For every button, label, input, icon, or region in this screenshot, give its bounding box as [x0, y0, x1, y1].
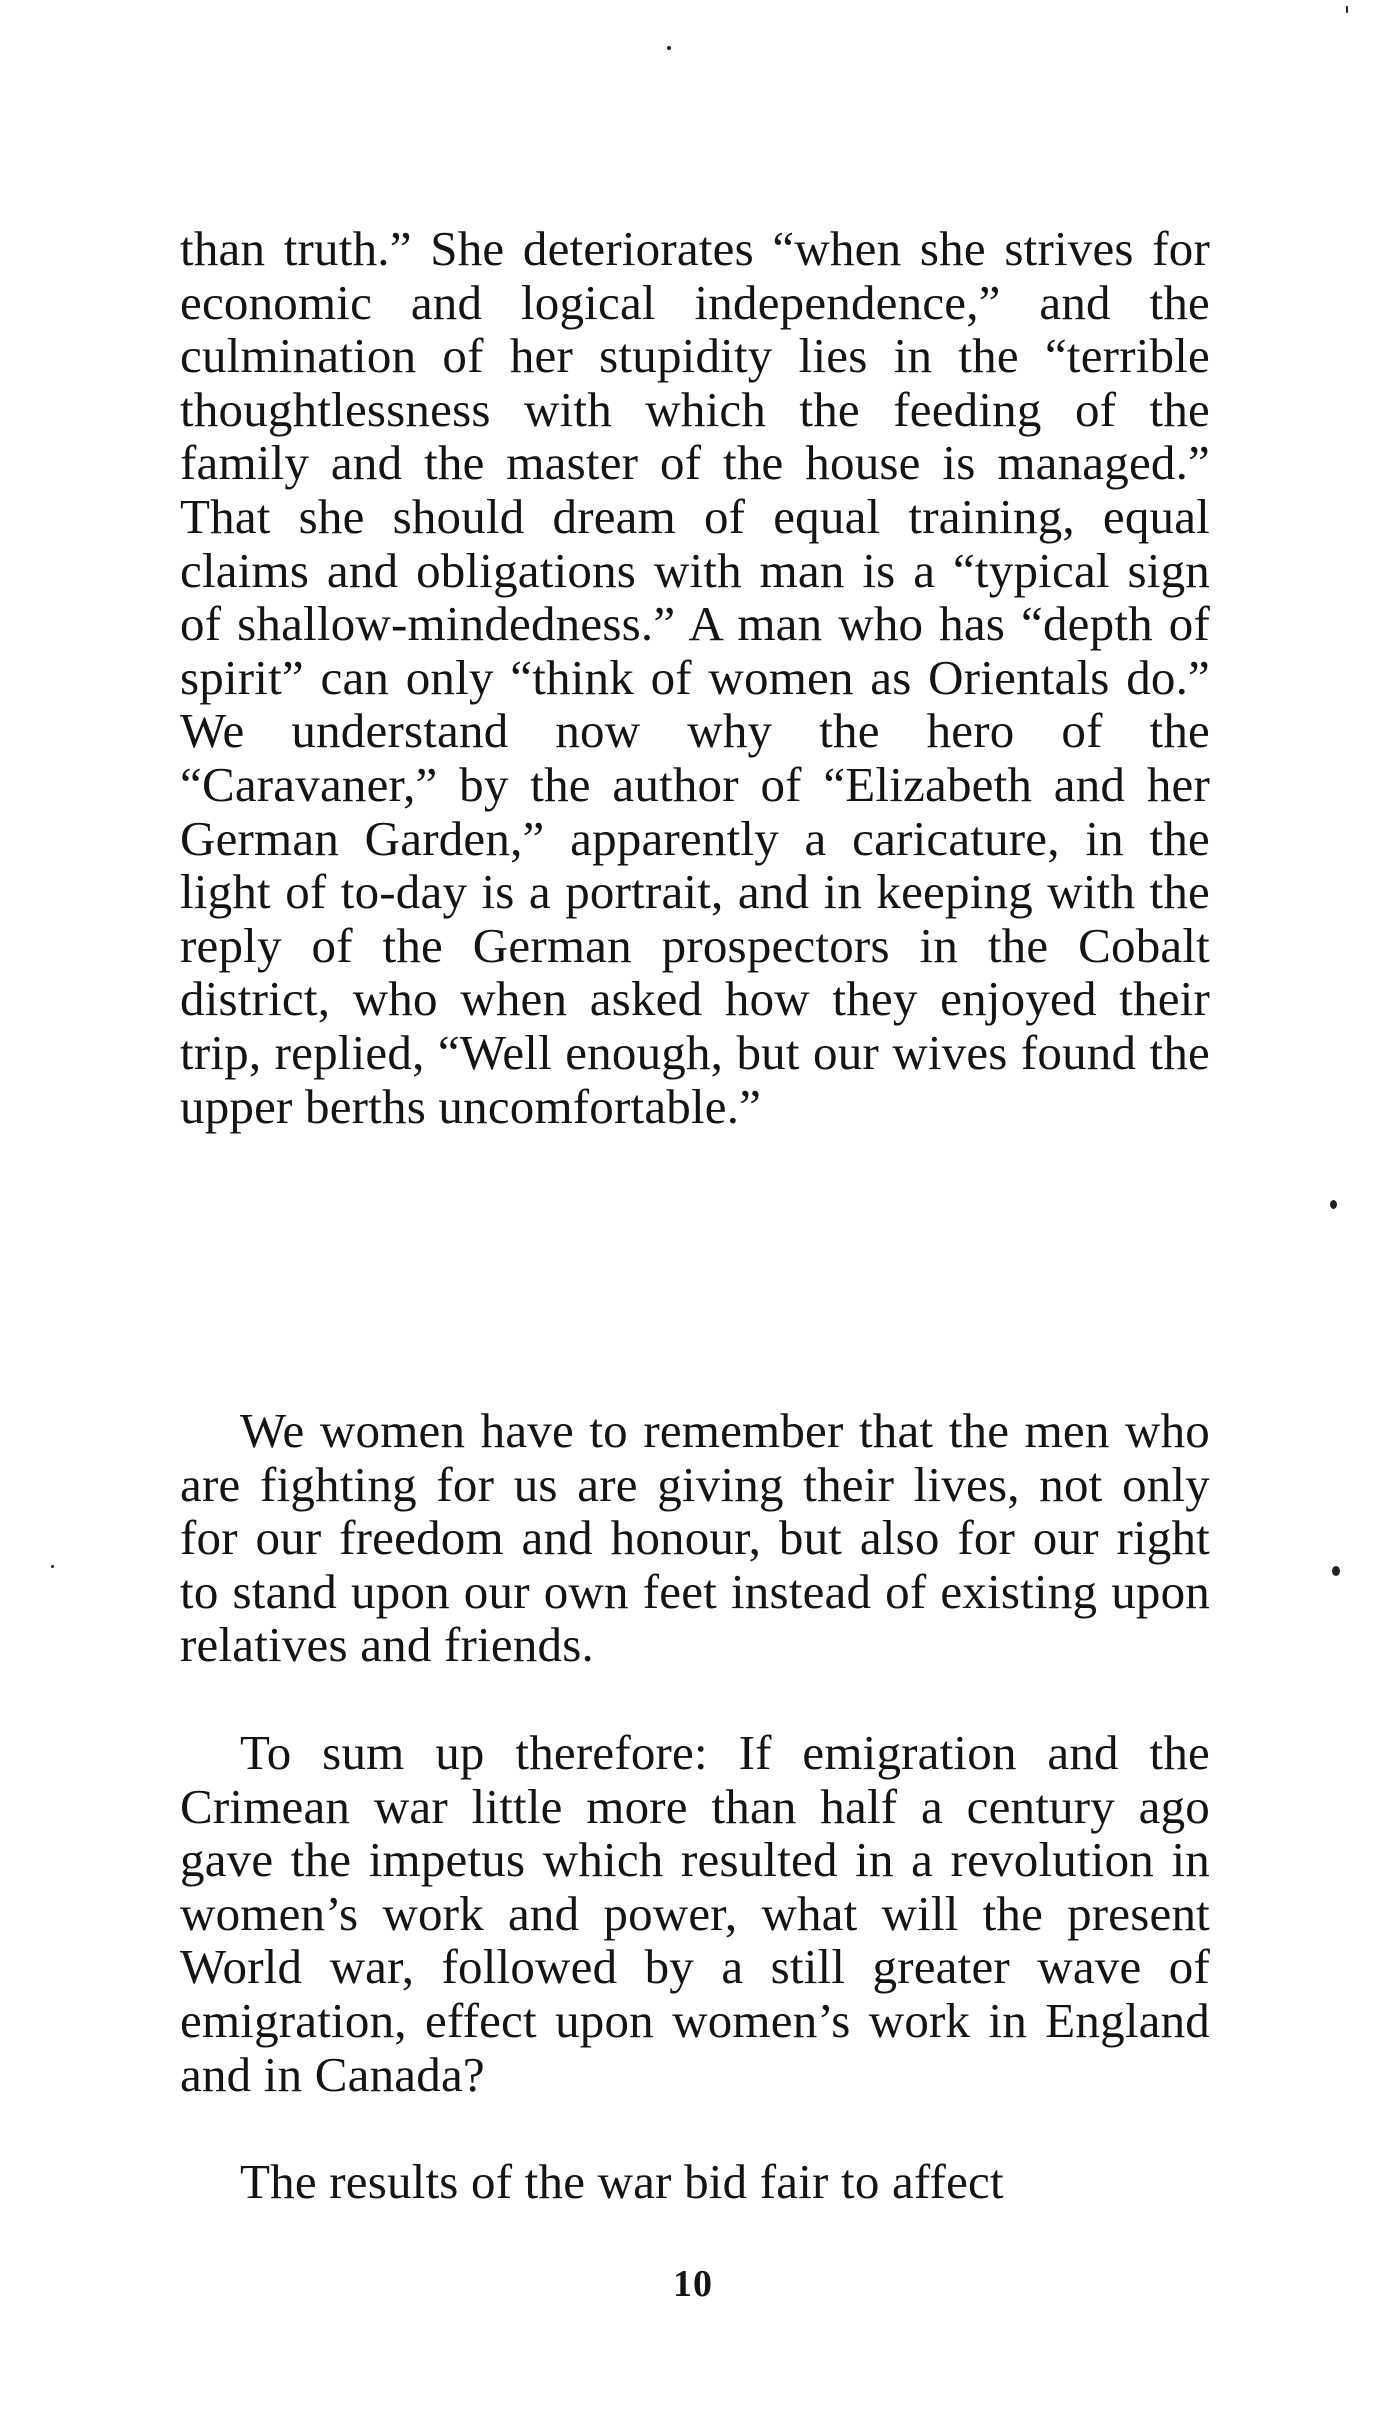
scan-speck [1332, 1566, 1340, 1576]
paragraph-women-remember: We women have to remember that the men who are fighting for us are giving their lives, not only for our freedom and honour, but also for our right to stand upon our own feet instead of existing upon relatives and friends. [180, 1403, 1210, 1673]
paragraph-results-of-war: The results of the war bid fair to affect [240, 2154, 1004, 2209]
scan-speck [51, 1565, 54, 1568]
scan-speck [1330, 1200, 1337, 1209]
scan-speck [1346, 6, 1348, 13]
paragraph-continuation: than truth.” She deteriorates “when she strives for economic and logical independence,” and the culmination of her stupidity lies in the “terrible thoughtlessness with which the feeding of the family and the master of the house is managed.” That she should dream of equal training, equal claims and obligations with man is a “typical sign of shallow-mindedness.” A man who has “depth of spirit” can only “think of women as Orientals do.” We understand now why the hero of the “Caravaner,” by the author of “Elizabeth and her German Garden,” apparently a caricature, in the light of to-day is a portrait, and in keeping with the reply of the German prospectors in the Cobalt district, who when asked how they enjoyed their trip, replied, “Well enough, but our wives found the upper berths uncomfortable.” [180, 221, 1210, 1134]
scan-speck [667, 46, 671, 50]
page-number: 10 [673, 2263, 713, 2305]
paragraph-sum-up: To sum up therefore: If emigration and the Crimean war little more than half a century ago gave the impetus which resulted in a revolution in women’s work and power, what will the present World war, followed by a still greater wave of emigration, effect upon women’s work in England and in Canada? [180, 1725, 1210, 2102]
